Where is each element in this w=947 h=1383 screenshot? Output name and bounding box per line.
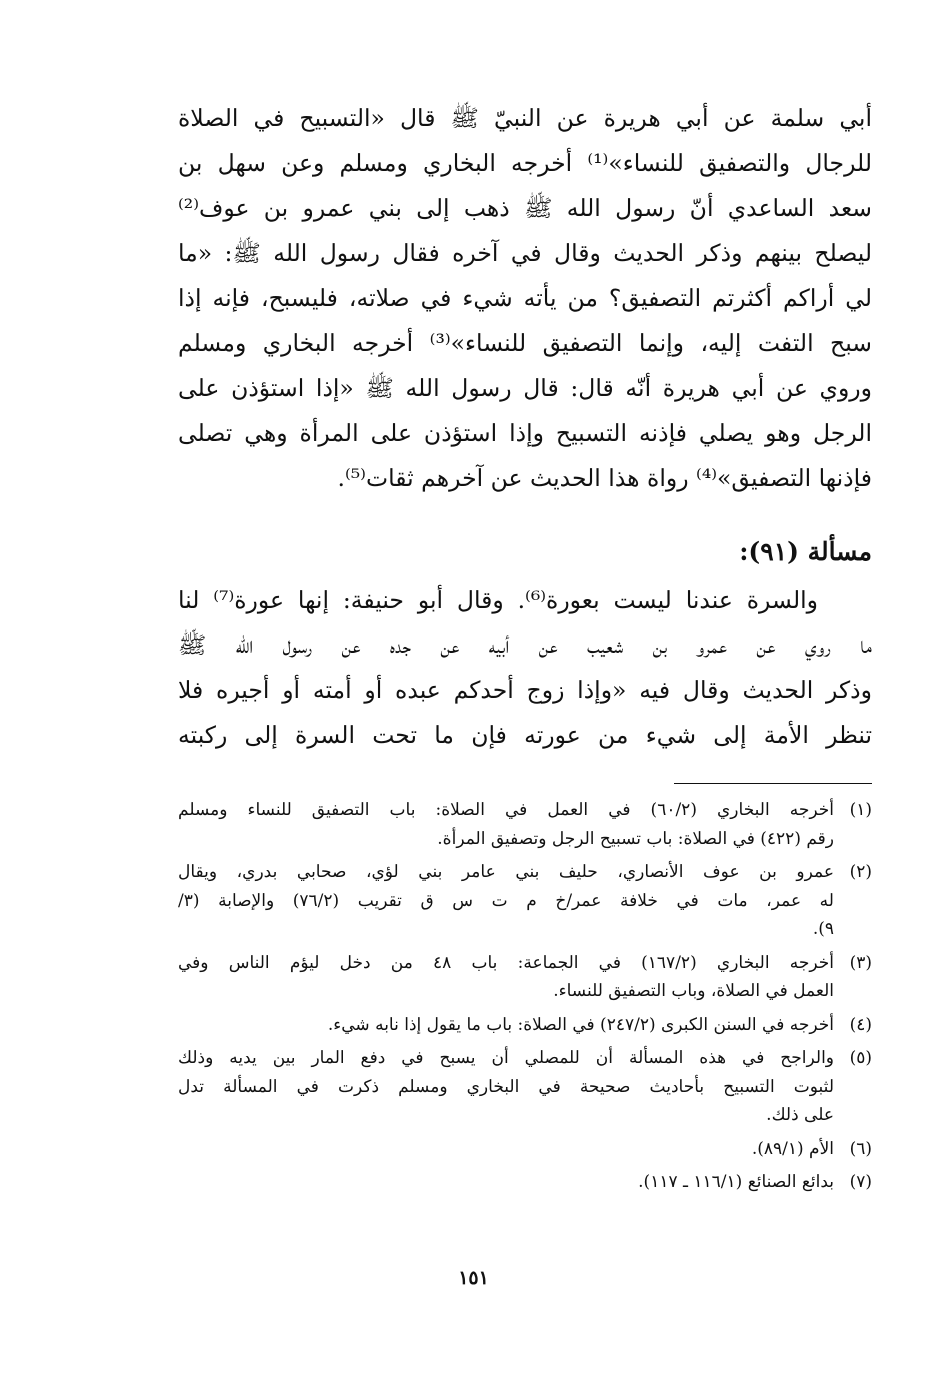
main-line: فإذنها التصفيق»⁽⁴⁾ رواة هذا الحديث عن آخرهم ثقات⁽⁵⁾. [337, 464, 872, 492]
footnote-number: (٧) [849, 1172, 872, 1192]
main-line: أبي سلمة عن أبي هريرة عن النبيّ ﷺ قال «التسبيح في الصلاة [178, 104, 872, 132]
footnote-text [178, 1011, 834, 1040]
footnote-line: له عمر، مات في خلافة عمر/خ م ت س ق تقريب (٧٦/٢) والإصابة (٣/ [178, 890, 834, 911]
section-heading: مسألة (٩١): [739, 537, 872, 566]
footnote-line: والراجح في هذه المسألة أن للمصلي أن يسبح في دفع المار بين يديه وذلك [178, 1048, 834, 1068]
main-line: ليصلح بينهم وذكر الحديث وقال في آخره فقال رسول الله ﷺ: «ما [178, 239, 872, 267]
main-line: وروي عن أبي هريرة أنّه قال: قال رسول الله ﷺ «إذا استؤذن على [178, 374, 872, 402]
footnote-line: على ذلك. [766, 1105, 834, 1125]
footnote-text [178, 858, 834, 944]
main-line: للرجال والتصفيق للنساء»⁽¹⁾ أخرجه البخاري ومسلم وعن سهل بن [178, 149, 872, 177]
footnote-line: رقم (٤٢٢) في الصلاة: باب تسبيح الرجل وتصفيق المرأة. [437, 828, 834, 849]
page-number: ١٥١ [458, 1267, 489, 1289]
footnote-line: الأم (٨٩/١). [751, 1138, 834, 1159]
section-line: وذكر الحديث وقال فيه «وإذا زوج أحدكم عبده أو أمته أو أجيره فلا [178, 676, 872, 704]
footnote-number: (١) [849, 800, 872, 820]
footnote-line: أخرجه في السنن الكبرى (٢٤٧/٢) في الصلاة: باب ما يقول إذا نابه شيء. [327, 1014, 834, 1035]
footnote-3 [178, 949, 872, 1006]
footnote-line: أخرجه البخاري (١٦٧/٢) في الجماعة: باب ٤٨ من دخل ليؤم الناس وفي [178, 952, 834, 973]
section-line: والسرة عندنا ليست بعورة⁽⁶⁾. وقال أبو حنيفة: إنها عورة⁽⁷⁾ لنا [178, 586, 818, 614]
footnote-text [178, 1135, 834, 1164]
section-line: تنظر الأمة إلى شيء من عورته فإن ما تحت السرة إلى ركبته [178, 721, 872, 749]
footnote-number: (٣) [849, 952, 872, 973]
footnote-7 [178, 1168, 872, 1197]
main-line: لي أراكم أكثرتم التصفيق؟ من يأته شيء في صلاته، فليسبح، فإنه إذا [178, 284, 872, 312]
footnote-4 [178, 1011, 872, 1040]
footnote-text [178, 1044, 834, 1130]
footnotes-block [178, 796, 872, 1202]
footnote-line: العمل في الصلاة، وباب التصفيق للنساء. [553, 981, 834, 1001]
footnote-text [178, 949, 834, 1006]
main-text-block [178, 96, 872, 501]
section-line: ما روي عن عمرو بن شعيب عن أبيه عن جده عن رسول الله ﷺ [178, 631, 872, 659]
footnote-line: لثبوت التسبيح بأحاديث صحيحة في البخاري ومسلم ذكرت في المسألة تدل [178, 1076, 834, 1097]
footnote-line: ٩). [812, 919, 834, 939]
footnote-1 [178, 796, 872, 853]
section-text-block [178, 578, 872, 758]
footnote-number: (٢) [849, 862, 872, 882]
main-line: سبح التفت إليه، وإنما التصفيق للنساء»⁽³⁾ أخرجه البخاري ومسلم [178, 329, 872, 357]
main-line: سعد الساعدي أنّ رسول الله ﷺ ذهب إلى بني عمرو بن عوف⁽²⁾ [178, 194, 872, 222]
footnote-2 [178, 858, 872, 944]
main-line: الرجل وهو يصلي فإذنه التسبيح وإذا استؤذن على المرأة وهي تصلى [178, 419, 872, 447]
footnote-number: (٤) [849, 1014, 872, 1035]
footnote-line: أخرجه البخاري (٦٠/٢) في العمل في الصلاة: باب التصفيق للنساء ومسلم [178, 800, 834, 820]
footnote-number: (٦) [849, 1138, 872, 1159]
footnote-text [178, 1168, 834, 1197]
footnote-line: عمرو بن عوف الأنصاري، حليف بني عامر بني لؤي، صحابي بدري، ويقال [178, 862, 834, 882]
footnote-5 [178, 1044, 872, 1130]
footnote-line: بدائع الصنائع (١١٦/١ ـ ١١٧). [638, 1172, 834, 1192]
footnote-number: (٥) [849, 1048, 872, 1068]
footnote-6 [178, 1135, 872, 1164]
footnote-separator [674, 783, 872, 784]
footnote-text [178, 796, 834, 853]
